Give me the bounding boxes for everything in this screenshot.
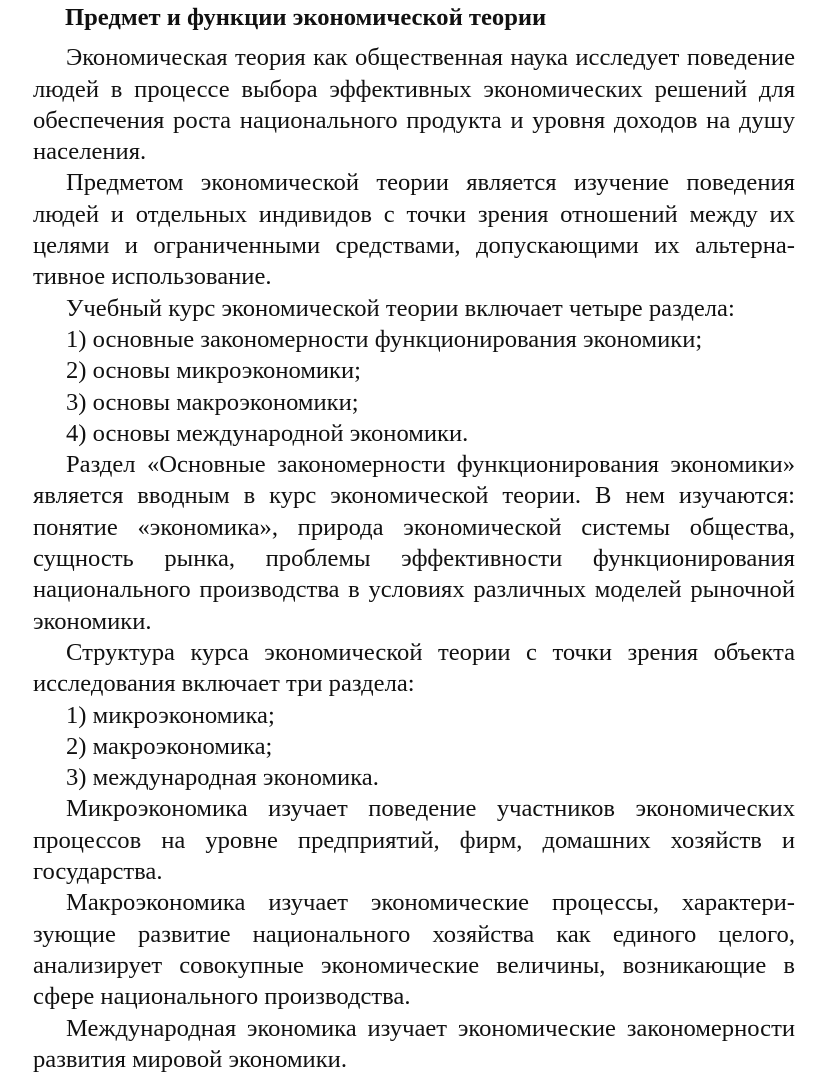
page-title: Предмет и функции экономической теории [33, 2, 795, 33]
paragraph-course-structure: Структура курса экономической теории с точки зрения объекта исследования включает три раздела: [33, 637, 795, 700]
paragraph-course-sections-intro: Учебный курс экономической теории включает четыре раздела: [33, 293, 795, 324]
list-item: 3) международная экономика. [33, 762, 795, 793]
list-item: 2) макроэкономика; [33, 731, 795, 762]
list-item: 2) основы микроэкономики; [33, 355, 795, 386]
list-item: 1) микроэкономика; [33, 700, 795, 731]
paragraph-basic-laws-section: Раздел «Основные закономерности функционирования экономики» является вводным в курс экономической теории. В нем изучаются: понятие «экономика», природа экономической системы общества, сущность рынка, проблемы эффективности функционирования национального производства в условиях различных моделей рыночной экономики. [33, 449, 795, 637]
list-item: 4) основы международной экономики. [33, 418, 795, 449]
list-item: 3) основы макроэкономики; [33, 387, 795, 418]
paragraph-macroeconomics: Макроэкономика изучает экономические процессы, характеризующие развитие национального хозяйства как единого целого, анализирует совокупные экономические величины, возникающие в сфере национального производства. [33, 887, 795, 1012]
paragraph-international-economics: Международная экономика изучает экономические закономерности развития мировой экономики. [33, 1013, 795, 1075]
list-item: 1) основные закономерности функционирования экономики; [33, 324, 795, 355]
paragraph-microeconomics: Микроэкономика изучает поведение участников экономических процессов на уровне предприятий, фирм, домашних хозяйств и государства. [33, 793, 795, 887]
paragraph-economic-theory-definition: Экономическая теория как общественная наука исследует поведение людей в процессе выбора эффективных экономических решений для обеспечения роста национального продукта и уровня доходов на душу населения. [33, 42, 795, 167]
paragraph-subject-of-theory: Предметом экономической теории является изучение поведения людей и отдельных индивидов с точки зрения отношений между их целями и ограниченными средствами, допускающими их альтернативное использование. [33, 167, 795, 292]
